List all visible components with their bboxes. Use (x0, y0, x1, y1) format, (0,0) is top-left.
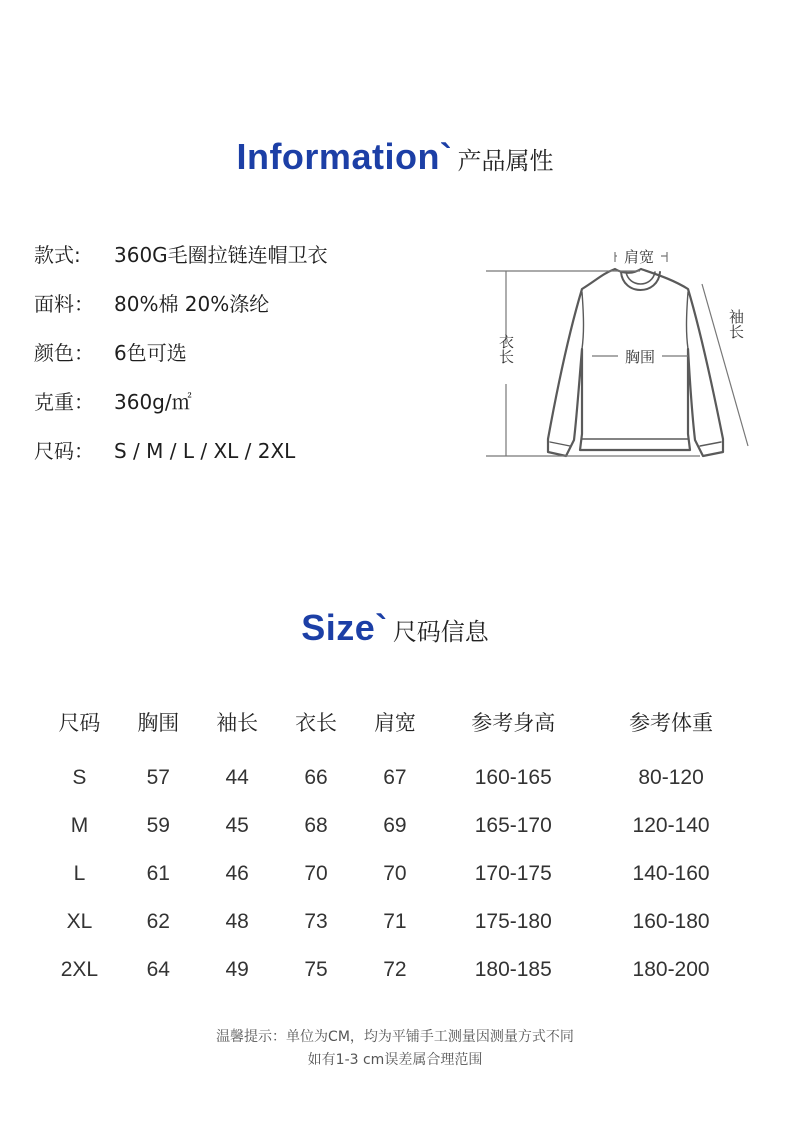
size-title-cn: 尺码信息 (392, 618, 489, 646)
chest-label: 胸围 (624, 348, 656, 366)
table-cell: 64 (146, 958, 170, 981)
sweatshirt-collar-inner (626, 272, 655, 284)
table-cell: 57 (146, 766, 170, 789)
header-height: 参考身高 (471, 711, 556, 735)
attr-value: 360g/㎡ (114, 390, 192, 414)
note-line-1: 温馨提示：单位为CM，均为平铺手工测量因测量方式不同 (216, 1029, 574, 1045)
shoulder-label: 肩宽 (623, 248, 655, 266)
table-cell: 120-140 (632, 814, 710, 837)
table-cell: 69 (383, 814, 407, 837)
attr-value: 360G毛圈拉链连帽卫衣 (114, 243, 328, 267)
table-cell: 45 (225, 814, 249, 837)
armhole-right (687, 292, 689, 349)
table-row (40, 802, 750, 850)
table-cell: 72 (383, 958, 407, 981)
attr-label: 尺码： (34, 439, 94, 463)
table-cell: 44 (225, 766, 249, 789)
header-size: 尺码 (58, 711, 101, 735)
header-chest: 胸围 (137, 711, 180, 735)
table-cell: S (72, 766, 87, 789)
table-cell: 66 (304, 766, 328, 789)
note-line-2: 如有1-3 cm误差属合理范围 (307, 1052, 483, 1068)
size-heading (0, 607, 790, 649)
attr-value: 6色可选 (114, 341, 187, 365)
header-length: 衣长 (295, 711, 338, 735)
length-label: 衣长 (497, 334, 515, 364)
table-cell: 180-185 (474, 958, 552, 981)
sleeve-label: 袖长 (727, 309, 745, 339)
table-cell: 68 (304, 814, 328, 837)
table-cell: 170-175 (474, 862, 552, 885)
header-weight: 参考体重 (629, 711, 714, 735)
table-cell: 140-160 (632, 862, 710, 885)
attr-label: 款式: (34, 243, 81, 267)
table-cell: 75 (304, 958, 328, 981)
table-row (40, 754, 750, 802)
header-shoulder: 肩宽 (373, 711, 416, 735)
table-cell: 71 (383, 910, 407, 933)
armhole-left (582, 292, 584, 349)
table-cell: 46 (225, 862, 249, 885)
measurement-diagram (480, 234, 770, 474)
cuff-left-line (550, 442, 570, 446)
table-cell: L (73, 862, 86, 885)
table-cell: 62 (146, 910, 170, 933)
table-header-row (40, 700, 750, 744)
attr-label: 克重： (34, 390, 94, 414)
table-cell: 49 (225, 958, 249, 981)
table-cell: 165-170 (474, 814, 552, 837)
measurement-note (0, 1026, 790, 1072)
table-cell: 67 (383, 766, 407, 789)
information-title-en: Information` (236, 136, 453, 177)
table-row (40, 946, 750, 994)
attr-value: S / M / L / XL / 2XL (114, 439, 296, 463)
table-cell: 70 (383, 862, 407, 885)
table-cell: 48 (225, 910, 249, 933)
table-cell: M (70, 814, 89, 837)
table-cell: 160-180 (632, 910, 710, 933)
sweatshirt-diagram-svg (480, 234, 770, 474)
header-sleeve: 袖长 (216, 711, 259, 735)
table-cell: 70 (304, 862, 328, 885)
table-row (40, 898, 750, 946)
table-cell: 61 (146, 862, 170, 885)
table-cell: 160-165 (474, 766, 552, 789)
attr-value: 80%棉 20%涤纶 (114, 292, 270, 316)
attr-label: 面料： (34, 292, 94, 316)
table-cell: 73 (304, 910, 328, 933)
information-heading (0, 136, 790, 178)
information-title-cn: 产品属性 (457, 147, 554, 175)
size-table (40, 700, 750, 994)
cuff-right-line (700, 442, 721, 446)
table-cell: 80-120 (638, 766, 704, 789)
attr-label: 颜色： (34, 341, 94, 365)
table-cell: 59 (146, 814, 170, 837)
table-spacer (40, 744, 750, 754)
table-row (40, 850, 750, 898)
table-cell: XL (66, 910, 93, 933)
table-cell: 175-180 (474, 910, 552, 933)
size-title-en: Size` (301, 607, 388, 648)
table-cell: 2XL (60, 958, 99, 981)
table-cell: 180-200 (632, 958, 710, 981)
